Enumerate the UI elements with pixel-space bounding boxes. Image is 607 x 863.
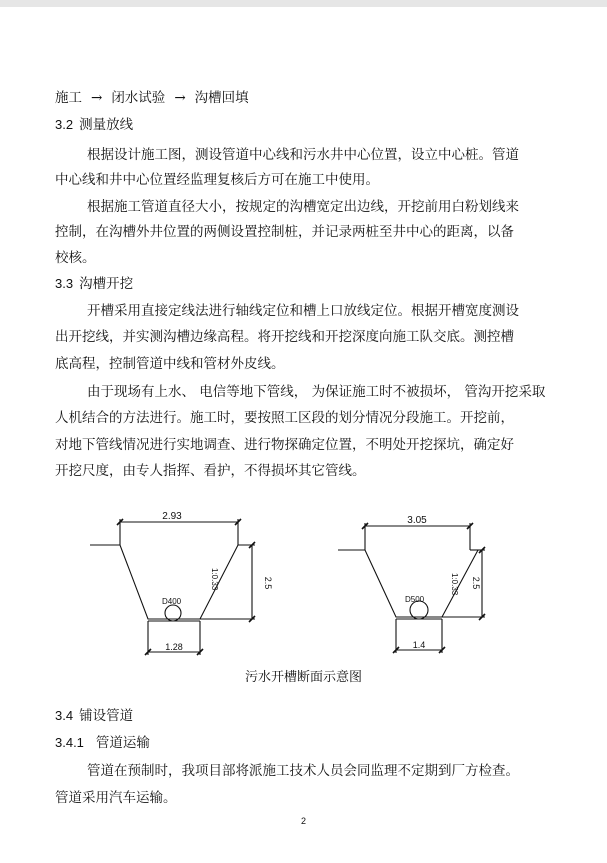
section-heading-3-2: 3.2 测量放线 bbox=[55, 117, 134, 133]
left-depth-label: 2.5 bbox=[263, 576, 273, 590]
arrow-icon: → bbox=[174, 90, 186, 106]
paragraph-line: 底高程，控制管道中线和管材外皮线。 bbox=[55, 356, 285, 372]
trench-section-diagram bbox=[80, 505, 510, 665]
section-heading-3-4: 3.4 铺设管道 bbox=[55, 708, 134, 724]
paragraph-line: 根据施工管道直径大小，按规定的沟槽宽定出边线，开挖前用白粉划线来 bbox=[87, 199, 519, 215]
paragraph-line: 控制，在沟槽外井位置的两侧设置控制桩，并记录两桩至井中心的距离，以备 bbox=[55, 224, 514, 240]
right-top-width-label: 3.05 bbox=[407, 515, 427, 526]
section-heading-3-4-1: 3.4.1 管道运输 bbox=[55, 735, 150, 751]
page-number: 2 bbox=[300, 816, 306, 826]
flow-step-backfill: 沟槽回填 bbox=[194, 90, 249, 106]
paragraph-line: 管道采用汽车运输。 bbox=[55, 790, 177, 806]
paragraph-line: 管道在预制时，我项目部将派施工技术人员会同监理不定期到厂方检查。 bbox=[87, 763, 519, 779]
paragraph-line: 开挖尺度，由专人指挥、看护，不得损坏其它管线。 bbox=[55, 463, 366, 479]
flow-step-construction: 施工 bbox=[55, 90, 82, 106]
paragraph-line: 中心线和井中心位置经监理复核后方可在施工中使用。 bbox=[55, 172, 379, 188]
process-flow-line bbox=[55, 89, 249, 107]
left-bottom-width-label: 1.28 bbox=[165, 642, 183, 652]
trench-section-svg bbox=[80, 505, 510, 665]
paragraph-line: 出开挖线，并实测沟槽边缘高程。将开挖线和开挖深度向施工队交底。测控槽 bbox=[55, 329, 514, 345]
right-slope-label: 1:0.33 bbox=[450, 573, 459, 596]
paragraph-line: 开槽采用直接定线法进行轴线定位和槽上口放线定位。根据开槽宽度测设 bbox=[87, 303, 519, 319]
paragraph-line: 由于现场有上水、 电信等地下管线， 为保证施工时不被损坏， 管沟开挖采取 bbox=[87, 384, 546, 400]
left-pipe-label: D400 bbox=[162, 597, 182, 606]
right-depth-label: 2.5 bbox=[471, 576, 481, 590]
right-bottom-width-label: 1.4 bbox=[412, 640, 426, 650]
arrow-icon: → bbox=[91, 90, 103, 106]
figure-caption: 污水开槽断面示意图 bbox=[244, 670, 362, 685]
left-slope-label: 1:0.33 bbox=[210, 568, 219, 591]
paragraph-line: 校核。 bbox=[55, 250, 96, 266]
paragraph-line: 根据设计施工图，测设管道中心线和污水井中心位置，设立中心桩。管道 bbox=[87, 147, 519, 163]
paragraph-line: 对地下管线情况进行实地调查、进行物探确定位置，不明处开挖探坑，确定好 bbox=[55, 437, 514, 453]
right-pipe-label: D500 bbox=[405, 595, 425, 604]
flow-step-closed-water-test: 闭水试验 bbox=[111, 90, 166, 106]
left-trench-outline bbox=[90, 545, 255, 619]
section-heading-3-3: 3.3 沟槽开挖 bbox=[55, 276, 134, 292]
left-top-width-label: 2.93 bbox=[162, 511, 182, 522]
paragraph-line: 人机结合的方法进行。施工时，要按照工区段的划分情况分段施工。开挖前， bbox=[55, 410, 514, 426]
viewer-top-bar bbox=[0, 0, 607, 7]
